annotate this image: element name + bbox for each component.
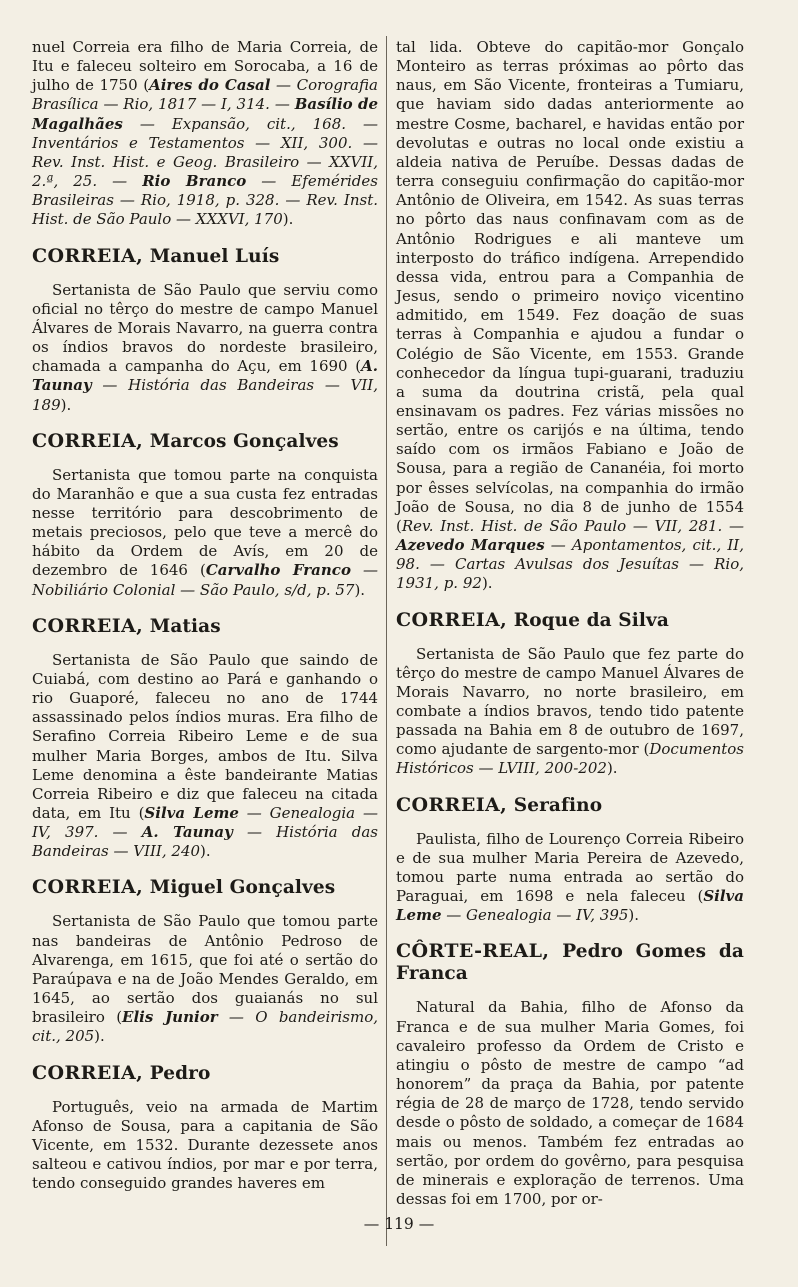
- entry-given-name: Matias: [149, 615, 221, 637]
- author-name: A. Taunay: [32, 357, 378, 395]
- body-text: Português, veio na armada de Martim Afonso de Sousa, para a capitania de São Vicente, em 1532. Durante dezessete anos salteou e cativou índios, por mar e por terra, tendo conseguido grandes haveres em: [32, 1097, 378, 1193]
- author-name: Silva Leme: [396, 887, 744, 925]
- entry-heading: [396, 609, 744, 632]
- citation-text: — História das Bandeiras — VII, 189: [32, 376, 378, 414]
- entry-text: [32, 651, 378, 862]
- entry-text: [396, 645, 744, 779]
- body-text: ).: [282, 210, 294, 229]
- author-name: Azevedo Marques: [396, 536, 545, 555]
- citation-text: — Apontamentos, cit., II, 98. — Cartas Avulsas dos Jesuítas — Rio, 1931, p. 92: [396, 536, 744, 593]
- entry-given-name: Roque da Silva: [513, 609, 669, 631]
- body-text: Sertanista de São Paulo que saindo de Cuiabá, com destino ao Pará e ganhando o rio Guaporé, faleceu no ano de 1744 assassinado pelos índios muras. Era filho de Serafino Correia Ribeiro Leme e de sua mulher Maria Borges, ambos de Itu. Silva Leme denomina a êste bandeirante Matias Correia Ribeiro e diz que faleceu na citada data, em Itu (: [32, 650, 378, 822]
- body-text: ).: [94, 1027, 105, 1046]
- body-text: ).: [628, 906, 640, 925]
- body-text: ).: [200, 842, 211, 861]
- citation-text: Documentos Históricos — LVIII, 200-202: [396, 740, 744, 778]
- body-text: tal lida. Obteve do capitão-mor Gonçalo Monteiro as terras próximas ao pôrto das naus, em São Vicente, fronteiras a Tumiaru, que haviam sido dadas anteriormente ao mestre Cosme, bacharel, e havidas então por devolutas e outras no local onde existiu a aldeia nativa de Peruíbe. Dessas dadas de terra conseguiu confirmação do capitão-mor Antônio de Oliveira, em 1542. As suas terras no pôrto das naus confinavam com as de Antônio Rodrigues e ali manteve um interposto do tráfico indígena. Arrependido dessa vida, entrou para a Companhia de Jesus, sendo o primeiro noviço vicentino admitido, em 1549. Fez doação de suas terras à Companhia e ajudou a fundar o Colégio de São Vicente, em 1553. Grande conhecedor da língua tupi-guarani, traduziu a suma da doutrina cristã, pela qual ensinavam os padres. Fez várias missões no sertão, entre os carijós e na última, tendo saído com os irmãos Fabiano e João de Sousa, para a região de Cananéia, foi morto por êsses selvícolas, na companhia do irmão João de Sousa, no dia 8 de junho de 1554 (: [396, 38, 744, 535]
- citation-text: — Genealogia — IV, 397. —: [32, 804, 378, 842]
- body-text: Sertanista de São Paulo que serviu como oficial no têrço do mestre de campo Manuel Álvares de Morais Navarro, na guerra contra os índios bravos do nordeste brasileiro, chamada a campanha do Açu, em 1690 (: [32, 280, 378, 376]
- body-text: ).: [354, 580, 366, 599]
- continued-text: [32, 38, 378, 230]
- citation-text: — Expansão, cit., 168. — Inventários e Testamentos — XII, 300. — Rev. Inst. Hist. e Geog. Brasileiro — XXVII, 2.ª, 25. —: [32, 114, 378, 191]
- entry-heading: [32, 1062, 378, 1085]
- body-text: ).: [481, 574, 493, 593]
- body-text: ).: [606, 759, 618, 778]
- body-text: Sertanista que tomou parte na conquista do Maranhão e que a sua custa fez entradas nesse território para descobrimento de metais preciosos, pelo que teve a mercê do hábito da Ordem de Avís, em 20 de dezembro de 1646 (: [32, 465, 378, 580]
- body-text: Sertanista de São Paulo que tomou parte nas bandeiras de Antônio Pedroso de Alvarenga, em 1615, que foi até o sertão do Paraúpava e na de João Mendes Geraldo, em 1645, ao sertão dos guaianás no sul brasileiro (: [32, 912, 378, 1027]
- entry-given-name: Pedro Gomes da Franca: [396, 941, 744, 985]
- author-name: Carvalho Franco: [205, 561, 351, 580]
- citation-text: — Nobiliário Colonial — São Paulo, s/d, p. 57: [32, 561, 378, 599]
- entry-surname: CORREIA,: [32, 244, 144, 267]
- page-number: — 119 —: [363, 1215, 435, 1233]
- author-name: Basílio de Magalhães: [32, 95, 379, 133]
- entry-surname: CORREIA,: [32, 614, 144, 637]
- author-name: Silva Leme: [144, 804, 239, 822]
- continued-text: [396, 38, 744, 594]
- left-column: [32, 38, 378, 1193]
- citation-text: — O bandeirismo, cit., 205: [32, 1008, 378, 1046]
- entry-surname: CÔRTE-REAL,: [396, 940, 550, 963]
- author-name: Rio Branco: [142, 172, 247, 191]
- author-name: A. Taunay: [141, 823, 233, 842]
- entry-heading: [396, 940, 744, 985]
- author-name: Aires do Casal: [149, 76, 271, 95]
- entry-heading: [32, 430, 378, 453]
- body-text: Paulista, filho de Lourenço Correia Ribeiro e de sua mulher Maria Pereira de Azevedo, tomou parte numa entrada ao sertão do Paraguai, em 1698 e nela faleceu (: [396, 829, 744, 906]
- citation-text: — Corografia Brasílica — Rio, 1817 — I, 314. —: [32, 76, 378, 114]
- column-divider: [386, 36, 387, 1246]
- entry-surname: CORREIA,: [32, 876, 144, 899]
- entry-text: [32, 1098, 378, 1194]
- entry-text: [32, 912, 378, 1046]
- entry-text: [396, 998, 744, 1209]
- entry-surname: CORREIA,: [32, 429, 144, 452]
- entry-given-name: Marcos Gonçalves: [149, 430, 339, 452]
- body-text: Sertanista de São Paulo que fez parte do têrço do mestre de campo Manuel Álvares de Morais Navarro, no norte brasileiro, em combate a índios bravos, tendo tido patente passada na Bahia em 8 de outubro de 1697, como ajudante de sargento-mor (: [396, 644, 744, 759]
- entry-text: [32, 466, 378, 600]
- right-column: [396, 38, 744, 1209]
- entry-given-name: Miguel Gonçalves: [149, 877, 336, 899]
- body-text: ).: [60, 395, 72, 414]
- entry-heading: [32, 876, 378, 899]
- entry-given-name: Manuel Luís: [149, 245, 280, 267]
- entry-text: [32, 281, 378, 415]
- entry-heading: [32, 245, 378, 268]
- entry-surname: CORREIA,: [32, 1061, 144, 1084]
- entry-heading: [32, 615, 378, 638]
- body-text: Natural da Bahia, filho de Afonso da Franca e de sua mulher Maria Gomes, foi cavaleiro professo da Ordem de Cristo e atingiu o pôsto de mestre de campo “ad honorem” da praça da Bahia, por patente régia de 28 de março de 1728, tendo servido desde o pôsto de soldado, a começar de 1684 mais ou menos. Também fez entradas ao sertão, por ordem do govêrno, para pesquisa de minerais e exploração de terrenos. Uma dessas foi em 1700, por or-: [396, 998, 744, 1208]
- author-name: Elis Junior: [122, 1008, 218, 1027]
- entry-given-name: Serafino: [513, 794, 603, 816]
- body-text: nuel Correia era filho de Maria Correia, de Itu e faleceu solteiro em Sorocaba, a 16 de julho de 1750 (: [32, 38, 378, 95]
- citation-text: — Genealogia — IV, 395: [441, 906, 629, 925]
- entry-surname: CORREIA,: [396, 608, 508, 631]
- entry-heading: [396, 794, 744, 817]
- citation-text: — Efemérides Brasileiras — Rio, 1918, p. 328. — Rev. Inst. Hist. de São Paulo — XXXVI, 170: [32, 172, 378, 229]
- entry-given-name: Pedro: [149, 1062, 211, 1084]
- entry-text: [396, 830, 744, 926]
- citation-text: Rev. Inst. Hist. de São Paulo — VII, 281. —: [401, 516, 744, 535]
- citation-text: — História das Bandeiras — VIII, 240: [32, 823, 378, 861]
- entry-surname: CORREIA,: [396, 793, 508, 816]
